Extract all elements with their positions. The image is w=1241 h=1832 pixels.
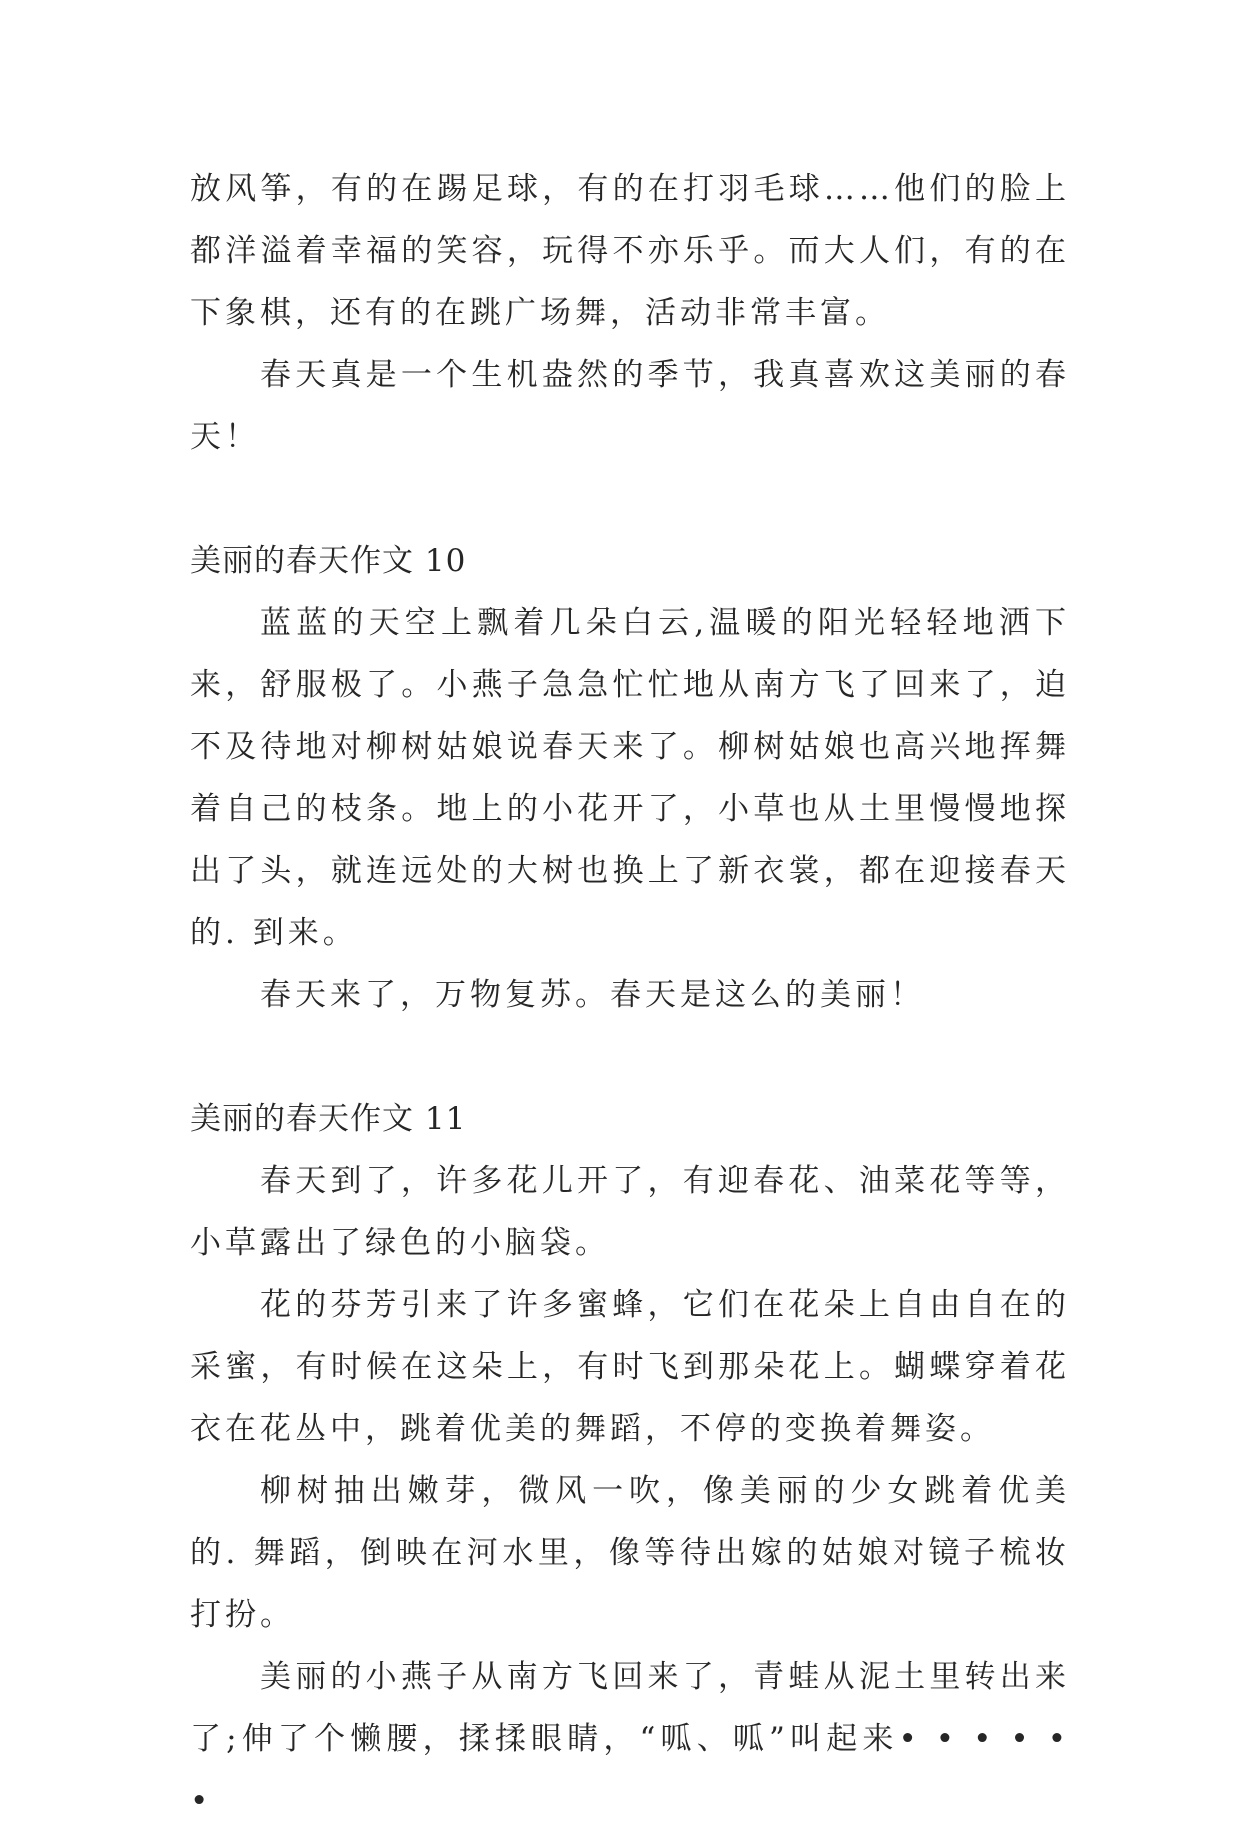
section-spacer xyxy=(190,1026,1070,1088)
section-11-paragraph-4: 美丽的小燕子从南方飞回来了，青蛙从泥土里转出来了;伸了个懒腰，揉揉眼睛，“呱、呱”叫起来• • • • • • xyxy=(190,1659,1070,1819)
section-10-paragraph-1: 蓝蓝的天空上飘着几朵白云,温暖的阳光轻轻地洒下来，舒服极了。小燕子急急忙忙地从南方飞了回来了，迫不及待地对柳树姑娘说春天来了。柳树姑娘也高兴地挥舞着自己的枝条。地上的小花开了，小草也从土里慢慢地探出了头，就连远处的大树也换上了新衣裳，都在迎接春天的. 到来。 xyxy=(190,605,1070,951)
section-11-paragraph-3: 柳树抽出嫩芽，微风一吹，像美丽的少女跳着优美的. 舞蹈，倒映在河水里，像等待出嫁的姑娘对镜子梳妆打扮。 xyxy=(190,1473,1070,1633)
section-9-paragraph-1: 放风筝，有的在踢足球，有的在打羽毛球……他们的脸上都洋溢着幸福的笑容，玩得不亦乐乎。而大人们，有的在下象棋，还有的在跳广场舞，活动非常丰富。 xyxy=(190,171,1070,331)
document-body xyxy=(190,158,1070,1832)
section-spacer xyxy=(190,468,1070,530)
section-9-paragraph-2: 春天真是一个生机盎然的季节，我真喜欢这美丽的春天！ xyxy=(190,357,1070,455)
section-11-title: 美丽的春天作文 11 xyxy=(190,1101,467,1137)
section-11-paragraph-2: 花的芬芳引来了许多蜜蜂，它们在花朵上自由自在的采蜜，有时候在这朵上，有时飞到那朵花上。蝴蝶穿着花衣在花丛中，跳着优美的舞蹈，不停的变换着舞姿。 xyxy=(190,1287,1070,1447)
section-10-paragraph-2: 春天来了，万物复苏。春天是这么的美丽！ xyxy=(260,977,925,1013)
section-11-paragraph-1: 春天到了，许多花儿开了，有迎春花、油菜花等等，小草露出了绿色的小脑袋。 xyxy=(190,1163,1070,1261)
section-10-title: 美丽的春天作文 10 xyxy=(190,543,467,579)
